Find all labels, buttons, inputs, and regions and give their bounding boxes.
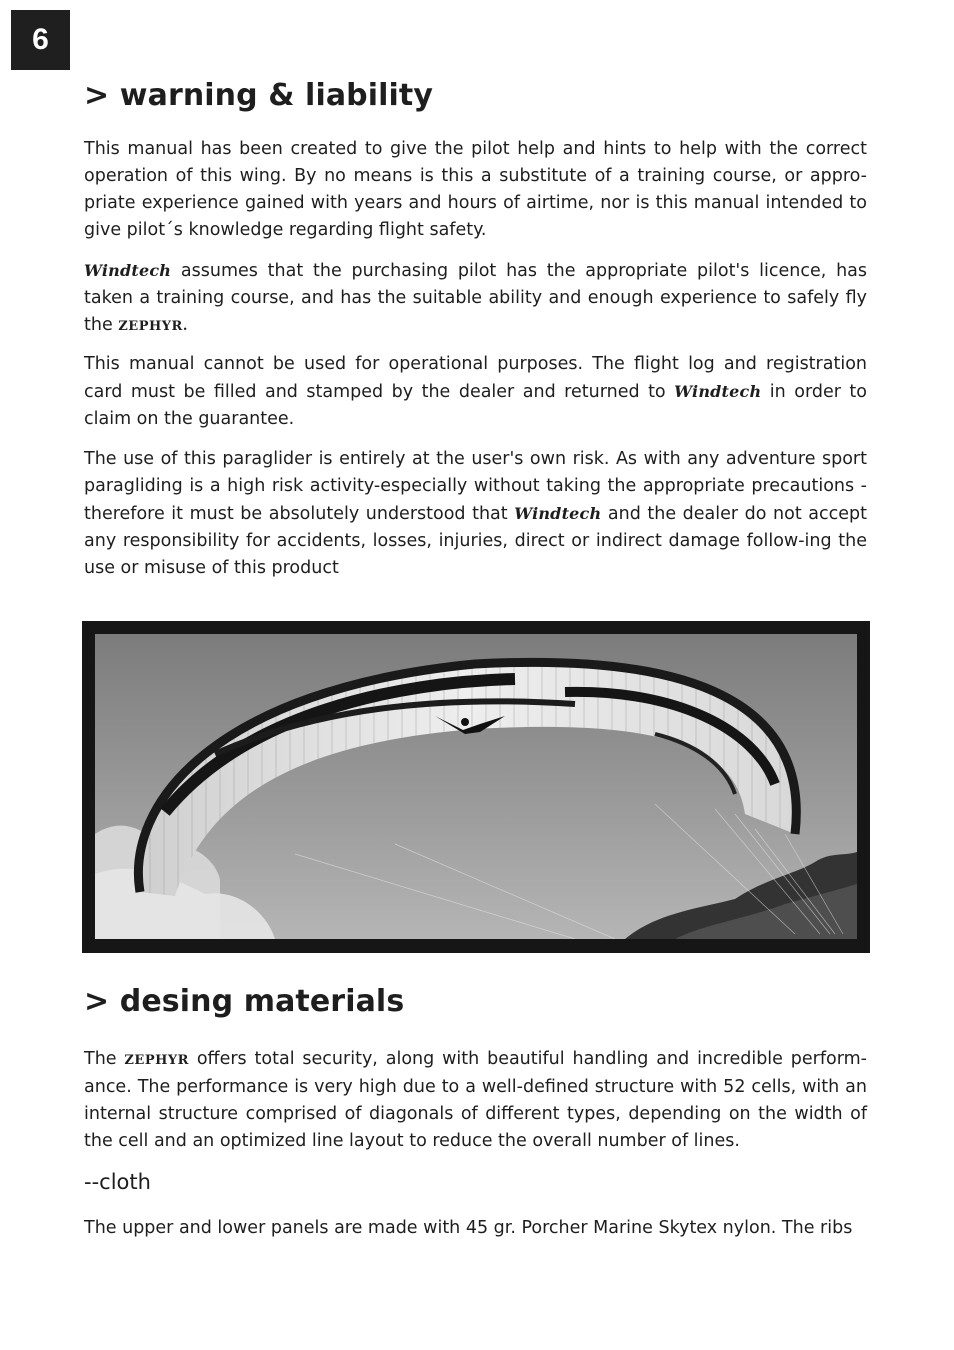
product-zephyr: ZEPHYR <box>118 319 183 334</box>
paragraph-text: The <box>84 1049 125 1069</box>
product-zephyr: ZEPHYR <box>124 1053 189 1068</box>
paragraph-cloth: The upper and lower panels are made with 45 gr. Porcher Marine Skytex nylon. The ribs <box>84 1218 853 1238</box>
paragraph-period: . <box>182 319 188 334</box>
paragraph-zephyr-description <box>84 1046 867 1155</box>
paragraph-liability <box>84 446 867 582</box>
paragraph-manual-purpose: This manual has been created to give the pilot help and hints to help with the correct operation of this wing. By no means is this a substitute of a training course, or appro-priate experience gained with years and hours of airtime, nor is this manual intended to give pilot´s knowledge regarding flight safety. <box>84 139 867 240</box>
brand-windtech: Windtech <box>84 261 172 280</box>
section-heading-warning-liability: > warning & liability <box>84 78 433 113</box>
paraglider-photo <box>95 634 857 939</box>
paragraph-text: offers total security, along with beautiful handling and incredible perform-ance. The performance is very high due to a well-defined structure with 52 cells, with an internal structure comprised of diagonals of different types, depending on the width of the cell and an optimized line layout to reduce the overall number of lines. <box>84 1049 867 1151</box>
section-heading-design-materials: > desing materials <box>84 984 405 1019</box>
brand-windtech: Windtech <box>514 504 602 523</box>
paragraph-text: This manual cannot be used for operational purposes. The flight log and registration card must be filled and stamped by the dealer and returned to <box>84 354 867 402</box>
paragraph-text: assumes that the purchasing pilot has the appropriate pilot's licence, has taken a training course, and has the suitable ability and enough experience to safely fly the <box>84 261 867 335</box>
paragraph-text: The use of this paraglider is entirely at the user's own risk. As with any adventure sport paragliding is a high risk activity-especially without taking the appropriate precautions - therefore it must be absolutely understood that <box>84 449 867 524</box>
brand-windtech: Windtech <box>674 382 762 401</box>
paragraph-text: and the dealer do not accept any responsibility for accidents, losses, injuries, direct or indirect damage follow-ing the use or misuse of this product <box>84 504 867 578</box>
subsection-heading-cloth: --cloth <box>84 1170 151 1194</box>
paragraph-pilot-assumptions <box>84 257 867 340</box>
paragraph-operational-use <box>84 351 867 433</box>
page-number: 6 <box>11 10 70 70</box>
paraglider-illustration <box>95 634 857 939</box>
paraglider-photo-frame <box>82 621 870 953</box>
paragraph-text: in order to claim on the guarantee. <box>84 382 867 429</box>
